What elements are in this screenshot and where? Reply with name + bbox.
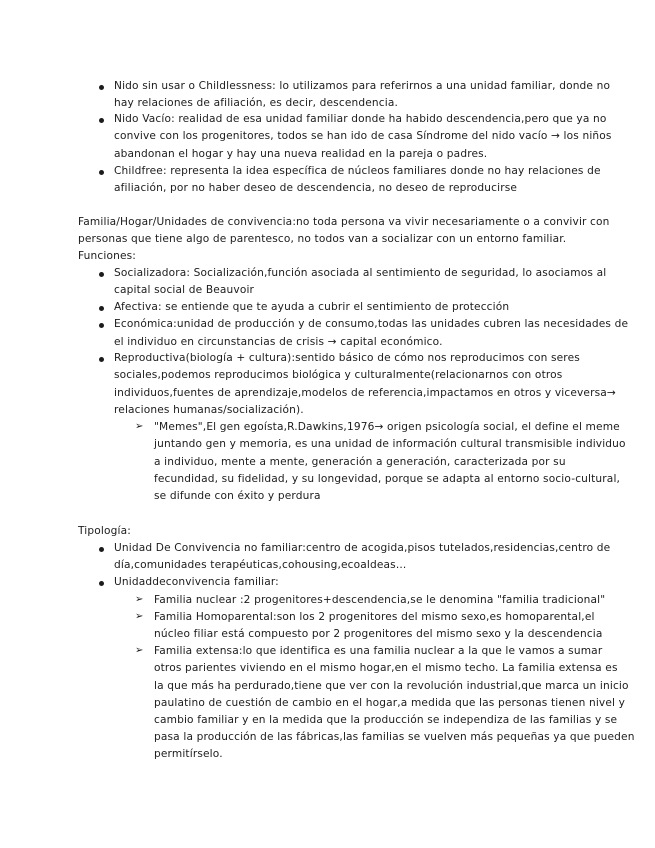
- bullet-text: Nido Vacío: realidad de esa unidad familiar donde ha habido descendencia,pero que ya no: [114, 113, 607, 125]
- bullet-dot: [99, 323, 104, 328]
- bullet-text: Childfree: representa la idea específica de núcleos familiares donde no hay relaciones de: [114, 165, 601, 177]
- bullet-dot: [99, 118, 104, 123]
- bullet-text: día,comunidades terapéuticas,cohousing,ecoaldeas...: [114, 559, 407, 571]
- subbullet-text: otros parientes viviendo en el mismo hogar,en el mismo techo. La familia extensa es: [154, 662, 618, 674]
- bullet-dot: [99, 357, 104, 362]
- arrow-bullet-icon: ➢: [135, 611, 144, 622]
- subbullet-text: paulatino de cuestión de cambio en el hogar,a medida que las personas tienen nivel y: [154, 697, 626, 709]
- bullet-text: Afectiva: se entiende que te ayuda a cubrir el sentimiento de protección: [114, 301, 510, 313]
- paragraph-text: personas que tiene algo de parentesco, no todos van a socializar con un entorno familiar.: [78, 233, 567, 245]
- bullet-text: abandonan el hogar y hay una nueva realidad en la pareja o padres.: [114, 148, 488, 160]
- arrow-bullet-icon: ➢: [135, 645, 144, 656]
- bullet-text: Socializadora: Socialización,función asociada al sentimiento de seguridad, lo asociamos al: [114, 267, 607, 279]
- bullet-text: hay relaciones de afiliación, es decir, descendencia.: [114, 97, 398, 109]
- subbullet-text: Familia nuclear :2 progenitores+descendencia,se le denomina "familia tradicional": [154, 594, 606, 606]
- subbullet-text: fecundidad, su fidelidad, y su longevidad, porque se adapta al entorno socio-cultural,: [154, 473, 621, 485]
- section-heading: Tipología:: [78, 525, 131, 537]
- subbullet-text: "Memes",El gen egoísta,R.Dawkins,1976→ origen psicología social, el define el meme: [154, 421, 620, 433]
- subbullet-text: pasa la producción de las fábricas,las familias se vuelven más pequeñas ya que pueden: [154, 731, 635, 743]
- bullet-dot: [99, 547, 104, 552]
- bullet-text: Económica:unidad de producción y de consumo,todas las unidades cubren las necesidades de: [114, 318, 629, 330]
- bullet-text: convive con los progenitores, todos se han ido de casa Síndrome del nido vacío → los niños: [114, 130, 612, 142]
- subbullet-text: núcleo filiar está compuesto por 2 progenitores del mismo sexo y la descendencia: [154, 628, 603, 640]
- subbullet-text: Familia Homoparental:son los 2 progenitores del mismo sexo,es homoparental,el: [154, 611, 595, 623]
- bullet-text: afiliación, por no haber deseo de descendencia, no deseo de reproducirse: [114, 182, 518, 194]
- bullet-dot: [99, 581, 104, 586]
- bullet-text: relaciones humanas/socialización).: [114, 404, 304, 416]
- arrow-bullet-icon: ➢: [135, 421, 144, 432]
- arrow-bullet-icon: ➢: [135, 594, 144, 605]
- subbullet-text: Familia extensa:lo que identifica es una familia nuclear a la que le vamos a sumar: [154, 645, 603, 657]
- subbullet-text: cambio familiar y en la medida que la producción se independiza de las familias y se: [154, 714, 618, 726]
- bullet-dot: [99, 170, 104, 175]
- paragraph-text: Familia/Hogar/Unidades de convivencia:no toda persona va vivir necesariamente o a convivir con: [78, 216, 610, 228]
- bullet-text: individuos,fuentes de aprendizaje,modelos de referencia,impactamos en otros y viceversa→: [114, 387, 616, 399]
- subbullet-text: se difunde con éxito y perdura: [154, 490, 321, 502]
- section-label: Funciones:: [78, 250, 137, 262]
- subbullet-text: permitírselo.: [154, 748, 223, 760]
- bullet-dot: [99, 85, 104, 90]
- bullet-text: Reproductiva(biología + cultura):sentido básico de cómo nos reproducimos con seres: [114, 352, 580, 364]
- bullet-text: Unidaddeconvivencia familiar:: [114, 576, 279, 588]
- bullet-dot: [99, 272, 104, 277]
- bullet-text: Unidad De Convivencia no familiar:centro de acogida,pisos tutelados,residencias,centro de: [114, 542, 611, 554]
- bullet-text: Nido sin usar o Childlessness: lo utilizamos para referirnos a una unidad familiar, donde no: [114, 80, 611, 92]
- bullet-dot: [99, 306, 104, 311]
- bullet-text: sociales,podemos reproducimos biológica y culturalmente(relacionarnos con otros: [114, 369, 563, 381]
- bullet-text: el individuo en circunstancias de crisis → capital económico.: [114, 336, 443, 348]
- subbullet-text: la que más ha perdurado,tiene que ver con la revolución industrial,que marca un inicio: [154, 680, 629, 692]
- bullet-text: capital social de Beauvoir: [114, 284, 255, 296]
- subbullet-text: a individuo, mente a mente, generación a generación, caracterizada por su: [154, 456, 566, 468]
- subbullet-text: juntando gen y memoria, es una unidad de información cultural transmisible individuo: [154, 438, 626, 450]
